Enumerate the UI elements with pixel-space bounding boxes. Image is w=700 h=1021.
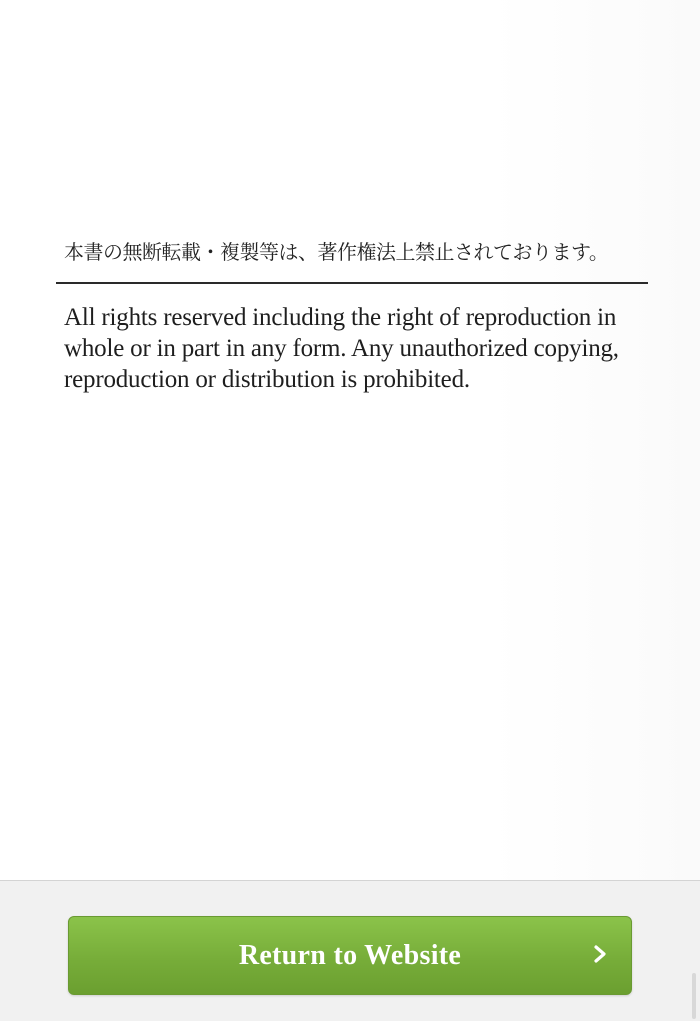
scrollbar[interactable] <box>692 973 696 1019</box>
footer-bar <box>0 880 700 1021</box>
chevron-right-icon <box>591 943 609 965</box>
return-to-website-button[interactable] <box>68 916 632 995</box>
return-to-website-label: Return to Website <box>238 939 462 971</box>
divider <box>56 282 648 284</box>
copyright-notice-japanese: 本書の無断転載・複製等は、著作権法上禁止されております。 <box>64 240 609 264</box>
copyright-notice <box>56 236 648 395</box>
copyright-notice-english: All rights reserved including the right of reproduction in whole or in part in any form. Any unauthorized copying, reproduction or distribution is prohibited. <box>64 304 619 393</box>
